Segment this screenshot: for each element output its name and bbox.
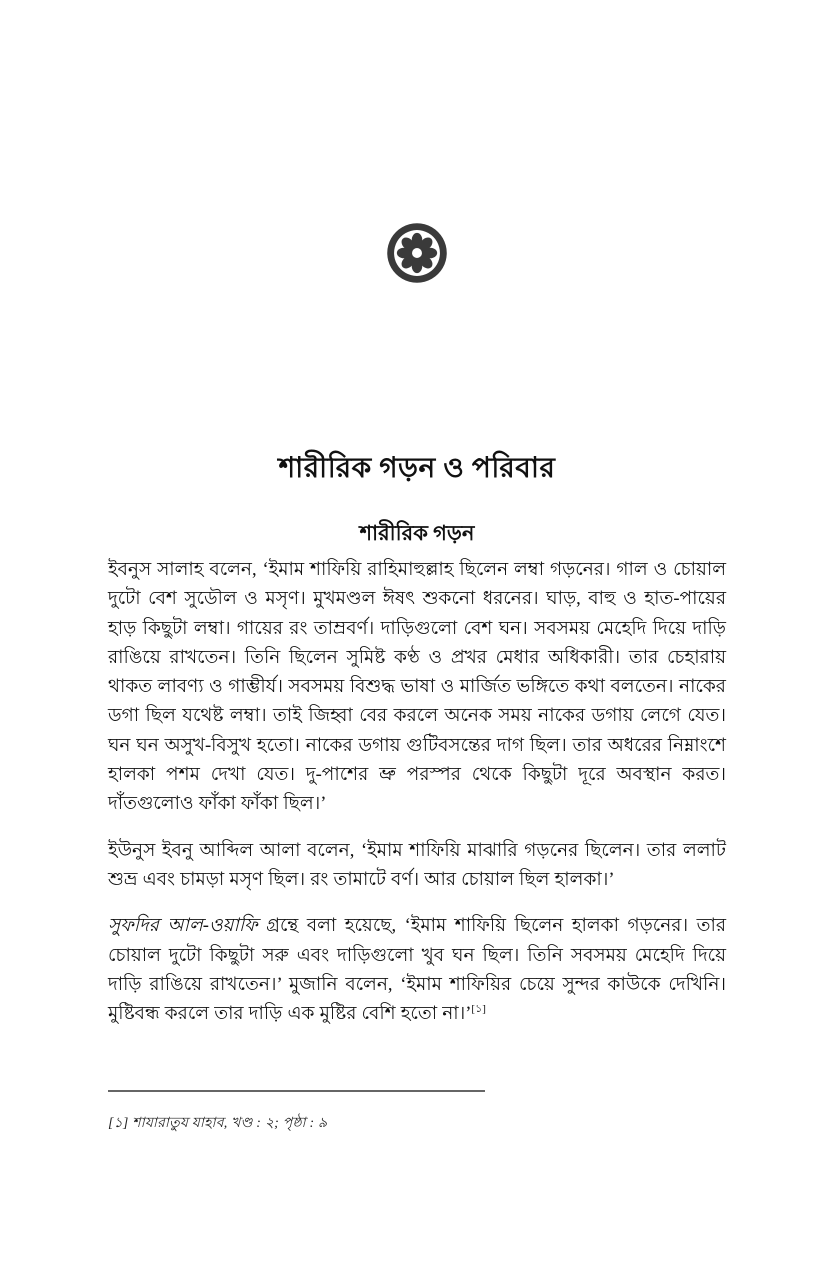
referenced-book-title: সুফদির আল-ওয়াফি bbox=[108, 916, 258, 937]
paragraph-3 bbox=[108, 912, 726, 1029]
paragraph-2: ইউনুস ইবনু আব্দিল আলা বলেন, ‘ইমাম শাফিয়ি মাঝারি গড়নের ছিলেন। তার ললাট শুভ্র এবং চামড়া মসৃণ ছিল। রং তামাটে বর্ণ। আর চোয়াল ছিল হালকা।’ bbox=[108, 840, 726, 890]
section-title: শারীরিক গড়ন bbox=[359, 521, 475, 546]
paragraph-3-text: গ্রন্থে বলা হয়েছে, ‘ইমাম শাফিয়ি ছিলেন হালকা গড়নের। তার চোয়াল দুটো কিছুটা সরু এবং দাড়িগুলো খুব ঘন ছিল। তিনি সবসময় মেহেদি দিয়ে দাড়ি রাঙিয়ে রাখতেন।’ মুজানি বলেন, ‘ইমাম শাফিয়ির চেয়ে সুন্দর কাউকে দেখিনি। মুষ্টিবন্ধ করলে তার দাড়ি এক মুষ্টির বেশি হতো না।’ bbox=[108, 916, 726, 1025]
footnote-divider bbox=[108, 1090, 485, 1092]
footnote-area bbox=[108, 1090, 726, 1134]
body-text-block bbox=[108, 556, 726, 1029]
footnote-text: [১] শাযারাতুয যাহাব, খণ্ড : ২; পৃষ্ঠা : ৯ bbox=[108, 1116, 328, 1131]
footnote-reference-1[interactable]: [১] bbox=[471, 1003, 486, 1015]
paragraph-1: ইবনুস সালাহ বলেন, ‘ইমাম শাফিয়ি রাহিমাহুল্লাহ ছিলেন লম্বা গড়নের। গাল ও চোয়াল দুটো বেশ সুডৌল ও মসৃণ। মুখমণ্ডল ঈষৎ শুকনো ধরনের। ঘাড়, বাহু ও হাত-পায়ের হাড় কিছুটা লম্বা। গায়ের রং তাম্রবর্ণ। দাড়িগুলো বেশ ঘন। সবসময় মেহেদি দিয়ে দাড়ি রাঙিয়ে রাখতেন। তিনি ছিলেন সুমিষ্ট কণ্ঠ ও প্রখর মেধার অধিকারী। তার চেহারায় থাকত লাবণ্য ও গাম্ভীর্য। সবসময় বিশুদ্ধ ভাষা ও মার্জিত ভঙ্গিতে কথা বলতেন। নাকের ডগা ছিল যথেষ্ট লম্বা। তাই জিহ্বা বের করলে অনেক সময় নাকের ডগায় লেগে যেত। ঘন ঘন অসুখ-বিসুখ হতো। নাকের ডগায় গুটিবসন্তের দাগ ছিল। তার অধরের নিম্নাংশে হালকা পশম দেখা যেত। দু-পাশের ভ্রু পরস্পর থেকে কিছুটা দূরে অবস্থান করত। দাঁতগুলোও ফাঁকা ফাঁকা ছিল।’ bbox=[108, 560, 726, 815]
floral-wheel-ornament bbox=[108, 222, 726, 284]
chapter-title: শারীরিক গড়ন ও পরিবার bbox=[278, 452, 556, 484]
